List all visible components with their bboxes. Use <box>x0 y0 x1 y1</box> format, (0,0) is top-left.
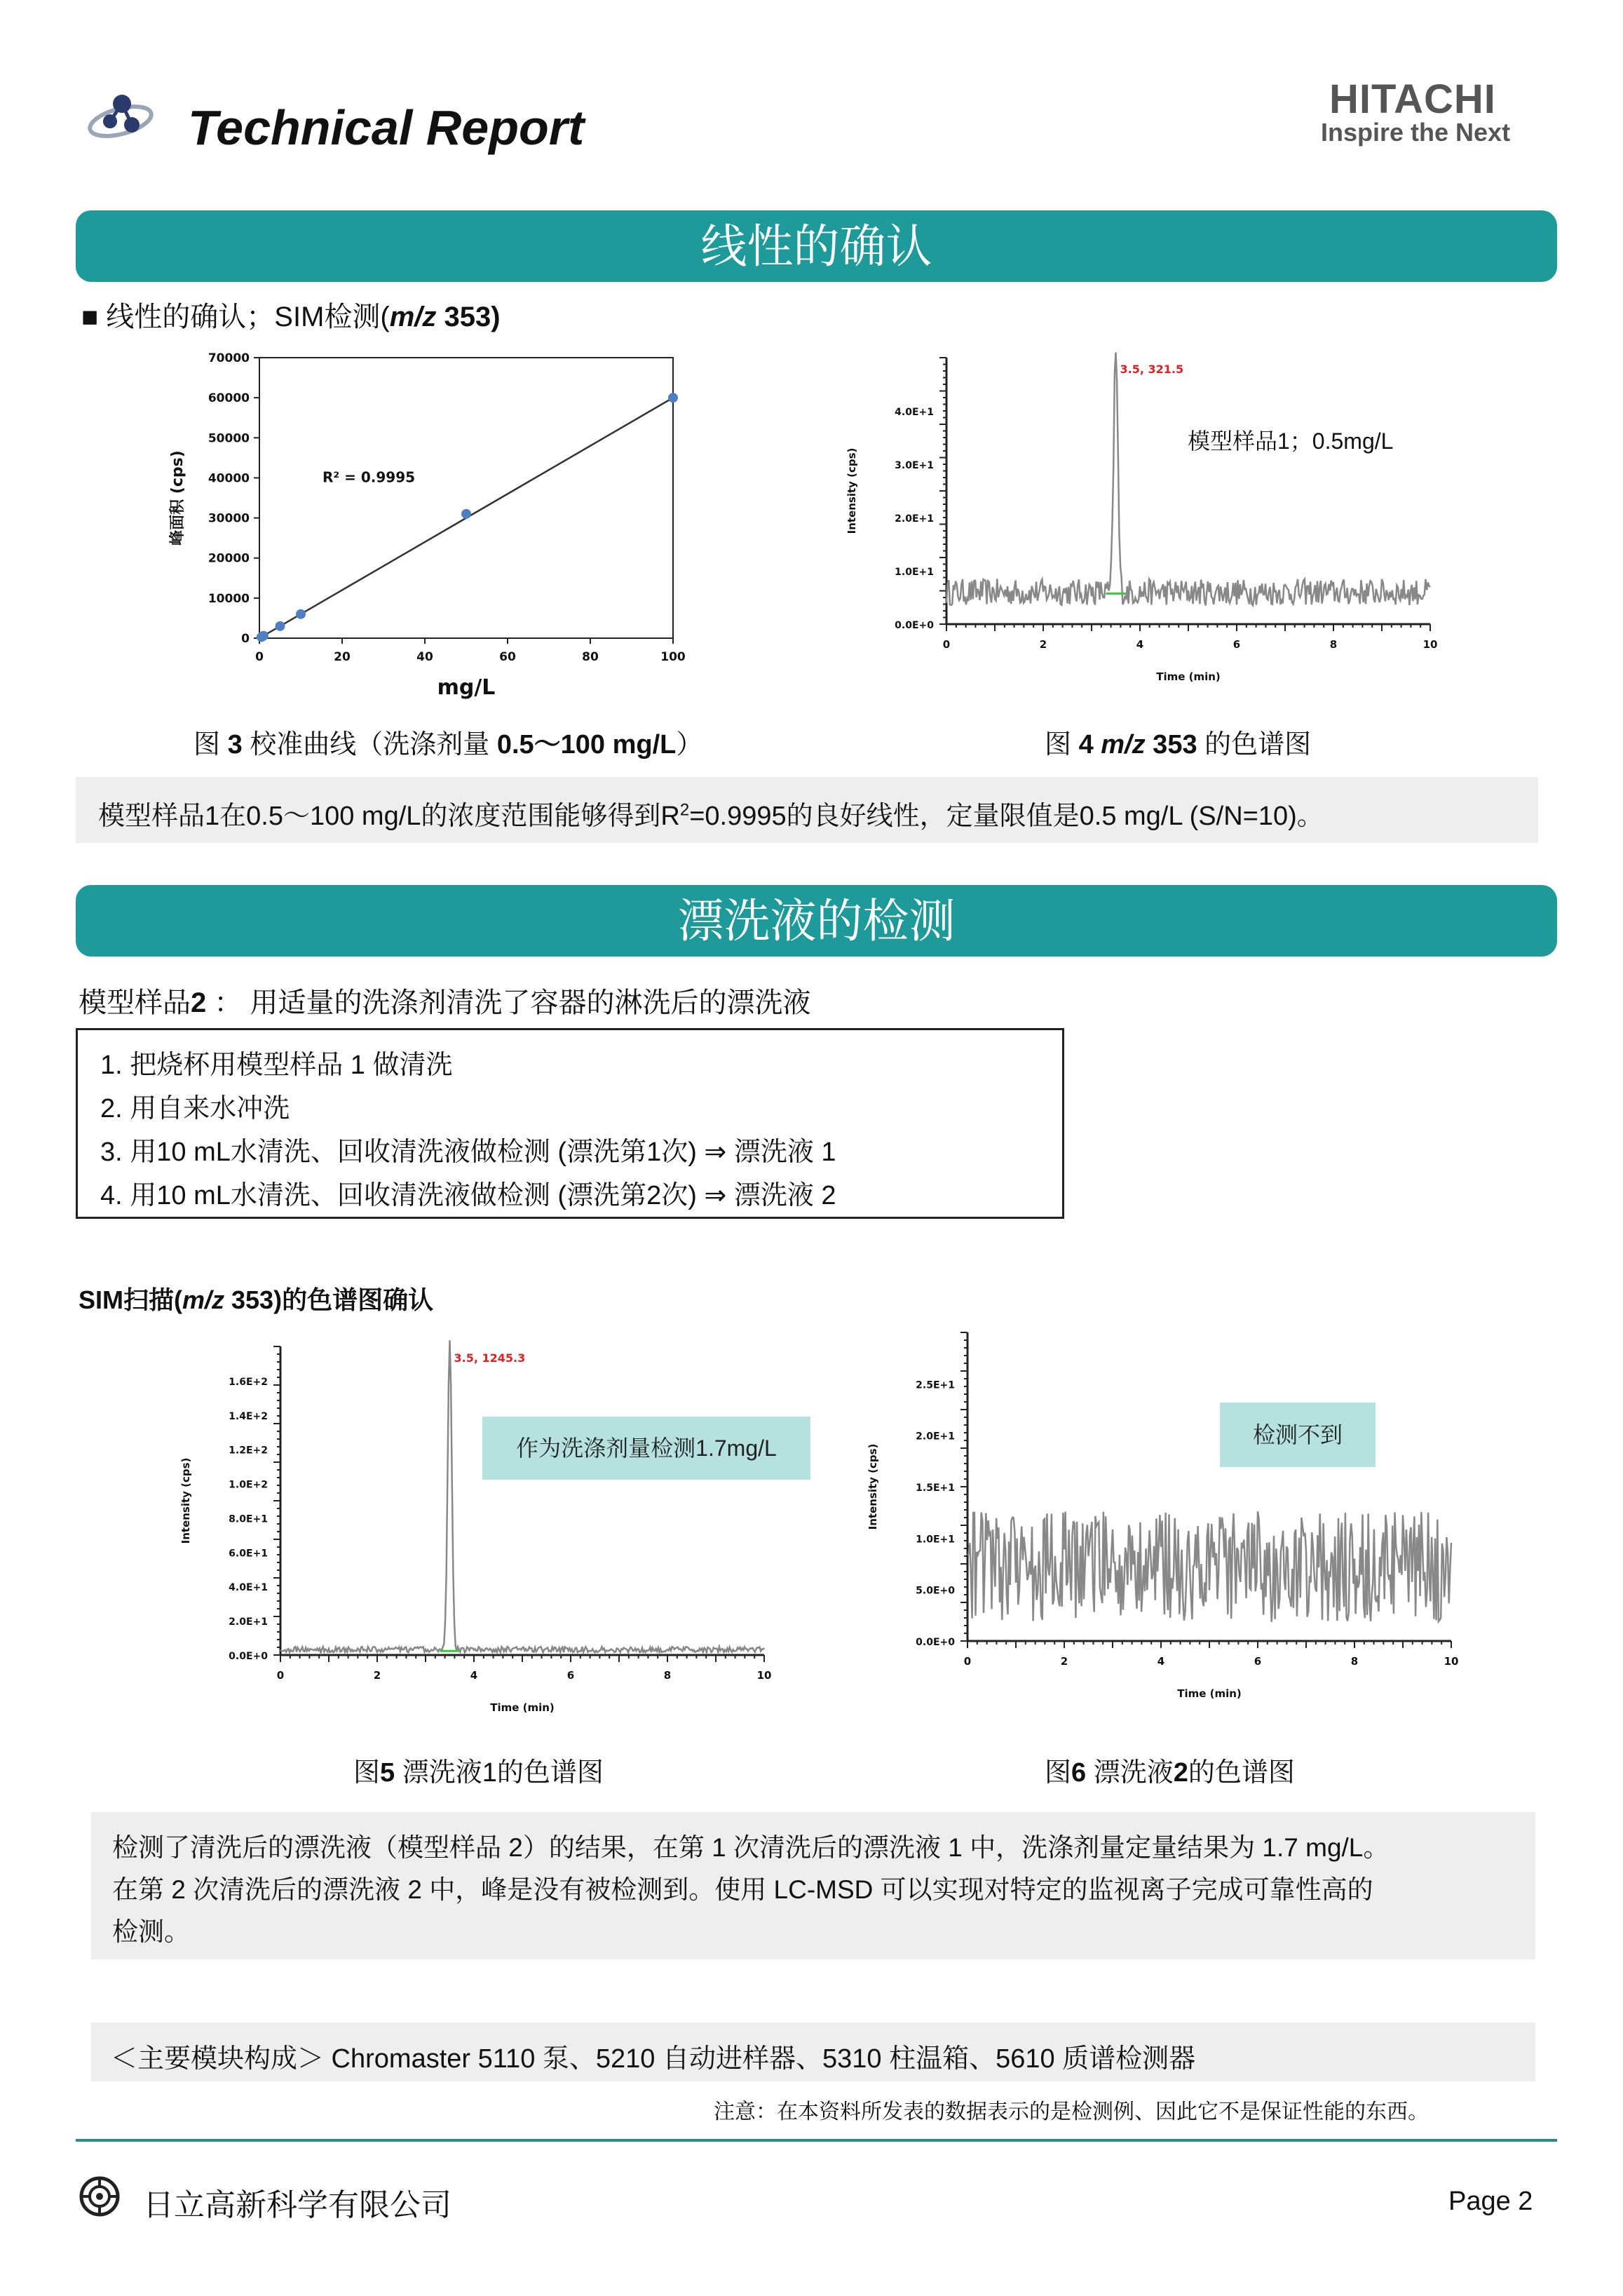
fig4-caption-num2: 353 <box>1145 730 1197 759</box>
y-tick-label: 4.0E+1 <box>895 407 934 418</box>
molecule-logo-icon <box>86 83 156 153</box>
fig3-caption-range: 0.5～100 mg/L <box>496 730 677 759</box>
intro-b: ： 用适量的洗涤剂清洗了容器的淋洗后的漂洗液 <box>206 987 811 1018</box>
fig6-caption-num2: 2 <box>1173 1758 1188 1788</box>
summary1-a: 模型样品1在0.5～100 mg/L的浓度范围能够得到R <box>98 802 680 831</box>
x-tick-label: 0 <box>276 1669 285 1682</box>
sim-title-mz: m/z <box>182 1285 225 1314</box>
y-tick-label: 1.0E+2 <box>229 1479 268 1491</box>
y-axis-label: Intensity (cps) <box>179 1457 192 1544</box>
disclaimer: 注意：在本资料所发表的数据表示的是检测例、因此它不是保证性能的东西。 <box>714 2100 1429 2123</box>
y-tick-label: 0 <box>241 632 250 646</box>
data-point <box>461 509 471 519</box>
intro-num: 2 <box>191 987 207 1018</box>
x-tick-label: 60 <box>499 650 516 664</box>
x-axis-label: Time (min) <box>1177 1687 1242 1700</box>
data-point <box>276 621 285 631</box>
x-tick-label: 2 <box>1039 638 1047 651</box>
intro-a: 模型样品 <box>79 987 191 1018</box>
page-number: Page 2 <box>1448 2187 1533 2216</box>
fig3-caption-num: 3 <box>227 730 243 759</box>
y-tick-label: 3.0E+1 <box>895 460 934 471</box>
y-tick-label: 8.0E+1 <box>229 1513 268 1525</box>
x-tick-label: 20 <box>334 650 351 664</box>
x-tick-label: 0 <box>942 638 951 651</box>
subtitle-mz: m/z <box>389 302 437 332</box>
peak-label: 3.5, 321.5 <box>1120 363 1184 376</box>
fig6-caption-c: 的色谱图 <box>1188 1758 1295 1788</box>
sim-title-b: 353)的色谱图确认 <box>224 1285 434 1314</box>
y-tick-label: 70000 <box>208 351 250 365</box>
y-tick-label: 6.0E+1 <box>229 1548 268 1560</box>
list-item: 1. 把烧杯用模型样品 1 做清洗 <box>100 1051 453 1080</box>
summary2-line3: 检测。 <box>112 1917 190 1946</box>
modules-box <box>91 2022 1535 2081</box>
peak-label: 3.5, 1245.3 <box>454 1351 526 1365</box>
plot-frame <box>259 358 673 638</box>
x-tick-label: 10 <box>1422 638 1438 651</box>
y-tick-label: 60000 <box>208 391 250 406</box>
report-logo <box>86 83 156 153</box>
rinse-intro <box>79 980 810 1020</box>
y-tick-label: 1.4E+2 <box>229 1410 268 1422</box>
x-tick-label: 0 <box>963 1655 972 1668</box>
hitachi-emblem-icon <box>79 2175 121 2217</box>
fig6-caption <box>1045 1750 1295 1789</box>
chromatogram-fig6 <box>848 1318 1465 1732</box>
data-point <box>668 393 678 403</box>
data-point <box>259 631 269 641</box>
y-tick-label: 2.0E+1 <box>229 1616 268 1628</box>
chromatogram-fig5 <box>161 1332 778 1746</box>
fig4-caption-end: 的色谱图 <box>1197 730 1312 759</box>
x-tick-label: 80 <box>582 650 599 664</box>
fig5-caption-num: 5 <box>380 1758 395 1788</box>
section-banner-linearity <box>76 210 1557 282</box>
procedure-list <box>76 1028 1064 1219</box>
y-tick-label: 2.5E+1 <box>916 1379 955 1391</box>
list-item: 4. 用10 mL水清洗、回收清洗液做检测 (漂洗第2次) ⇒ 漂洗液 2 <box>100 1181 836 1210</box>
y-tick-label: 1.0E+1 <box>916 1534 955 1546</box>
x-tick-label: 8 <box>1350 1655 1359 1668</box>
fig6-caption-a: 图 <box>1045 1758 1072 1788</box>
calibration-chart <box>168 351 715 715</box>
y-tick-label: 2.0E+1 <box>916 1431 955 1443</box>
x-axis-label: Time (min) <box>490 1701 555 1714</box>
report-title: Technical Report <box>188 100 585 155</box>
fig5-caption-a: 图 <box>353 1758 381 1788</box>
fig4-caption <box>1045 722 1311 761</box>
brand-name: HITACHI <box>1329 76 1496 122</box>
modules-text: ＜主要模块构成＞ Chromaster 5110 泵、5210 自动进样器、5310 柱温箱、5610 质谱检测器 <box>111 2044 1196 2074</box>
list-item: 3. 用10 mL水清洗、回收清洗液做检测 (漂洗第1次) ⇒ 漂洗液 1 <box>100 1137 836 1167</box>
x-tick-label: 100 <box>660 650 686 664</box>
x-tick-label: 40 <box>416 650 433 664</box>
y-tick-label: 4.0E+1 <box>229 1582 268 1594</box>
y-tick-label: 0.0E+0 <box>895 620 934 631</box>
company-logo <box>79 2175 121 2217</box>
brand-tagline: Inspire the Next <box>1321 118 1511 147</box>
x-tick-label: 4 <box>470 1669 478 1682</box>
x-tick-label: 10 <box>756 1669 772 1682</box>
y-tick-label: 1.0E+1 <box>895 567 934 578</box>
chromatogram-trace <box>967 1511 1451 1622</box>
y-tick-label: 2.0E+1 <box>895 513 934 525</box>
x-tick-label: 8 <box>663 1669 672 1682</box>
linearity-subtitle <box>81 295 501 335</box>
rinse-summary-box <box>91 1812 1535 1959</box>
fig4-note: 模型样品1；0.5mg/L <box>1188 428 1394 454</box>
fig3-caption <box>193 722 702 761</box>
y-tick-label: 40000 <box>208 471 250 486</box>
y-axis-label: 峰面积 (cps) <box>169 450 186 546</box>
y-tick-label: 0.0E+0 <box>916 1637 955 1648</box>
y-tick-label: 5.0E+0 <box>916 1585 955 1597</box>
summary2-line1: 检测了清洗后的漂洗液（模型样品 2）的结果，在第 1 次清洗后的漂洗液 1 中，洗涤剂量定量结果为 1.7 mg/L。 <box>112 1833 1390 1862</box>
y-tick-label: 1.5E+1 <box>916 1483 955 1494</box>
subtitle-prefix: ■ 线性的确认；SIM检测( <box>81 302 390 332</box>
x-tick-label: 10 <box>1444 1655 1459 1668</box>
x-axis-label: Time (min) <box>1156 670 1221 683</box>
x-tick-label: 8 <box>1329 638 1338 651</box>
linearity-summary <box>98 794 1324 832</box>
fig6-caption-num: 6 <box>1071 1758 1087 1788</box>
x-tick-label: 0 <box>255 650 264 664</box>
section-banner-text: 漂洗液的检测 <box>677 895 956 947</box>
fig6-caption-b: 漂洗液 <box>1086 1758 1174 1788</box>
fig6-note: 检测不到 <box>1220 1403 1376 1467</box>
list-item: 2. 用自来水冲洗 <box>100 1094 290 1123</box>
x-tick-label: 6 <box>1254 1655 1262 1668</box>
sim-title <box>79 1281 433 1316</box>
x-tick-label: 4 <box>1157 1655 1165 1668</box>
footer-divider <box>76 2139 1557 2142</box>
fig4-caption-mz: m/z <box>1101 730 1146 759</box>
summary1-b: =0.9995的良好线性，定量限值是0.5 mg/L (S/N=10)。 <box>689 802 1324 831</box>
data-point <box>296 609 306 619</box>
y-axis-label: Intensity (cps) <box>846 447 858 534</box>
y-tick-label: 50000 <box>208 431 250 446</box>
y-tick-label: 10000 <box>208 591 250 606</box>
x-tick-label: 4 <box>1136 638 1144 651</box>
x-axis-label: mg/L <box>437 675 496 700</box>
y-tick-label: 1.6E+2 <box>229 1376 268 1388</box>
y-tick-label: 0.0E+0 <box>229 1651 268 1662</box>
linearity-summary-box <box>76 777 1538 843</box>
summary1-sup: 2 <box>679 800 690 820</box>
company-name: 日立高新科学有限公司 <box>143 2188 451 2222</box>
x-tick-label: 6 <box>1232 638 1241 651</box>
fig5-caption <box>353 1750 604 1789</box>
y-axis-label: Intensity (cps) <box>867 1443 879 1530</box>
summary2-line2: 在第 2 次清洗后的漂洗液 2 中，峰是没有被检测到。使用 LC-MSD 可以实现对特定的监视离子完成可靠性高的 <box>112 1875 1373 1904</box>
r2-annotation: R² = 0.9995 <box>322 468 416 486</box>
chromatogram-fig4 <box>827 351 1458 701</box>
sim-title-a: SIM扫描( <box>79 1285 182 1314</box>
section-banner-rinse <box>76 885 1557 957</box>
fig4-caption-prefix: 图 <box>1045 730 1079 759</box>
y-tick-label: 1.2E+2 <box>229 1445 268 1457</box>
x-tick-label: 2 <box>1060 1655 1068 1668</box>
fig4-caption-num: 4 <box>1078 730 1101 759</box>
y-tick-label: 20000 <box>208 551 250 566</box>
section-banner-text: 线性的确认 <box>700 220 932 272</box>
fig3-caption-mid: 校准曲线（洗涤剂量 <box>242 730 497 759</box>
fig3-caption-end: ） <box>676 730 703 759</box>
fig5-note: 作为洗涤剂量检测1.7mg/L <box>482 1417 810 1480</box>
x-tick-label: 6 <box>566 1669 575 1682</box>
y-tick-label: 30000 <box>208 511 250 526</box>
subtitle-suffix: 353) <box>436 302 501 332</box>
chromatogram-trace <box>280 1340 764 1652</box>
chromatogram-trace <box>946 352 1430 605</box>
fig3-caption-prefix: 图 <box>193 730 228 759</box>
fig5-caption-b: 漂洗液1的色谱图 <box>395 1758 604 1788</box>
x-tick-label: 2 <box>373 1669 381 1682</box>
